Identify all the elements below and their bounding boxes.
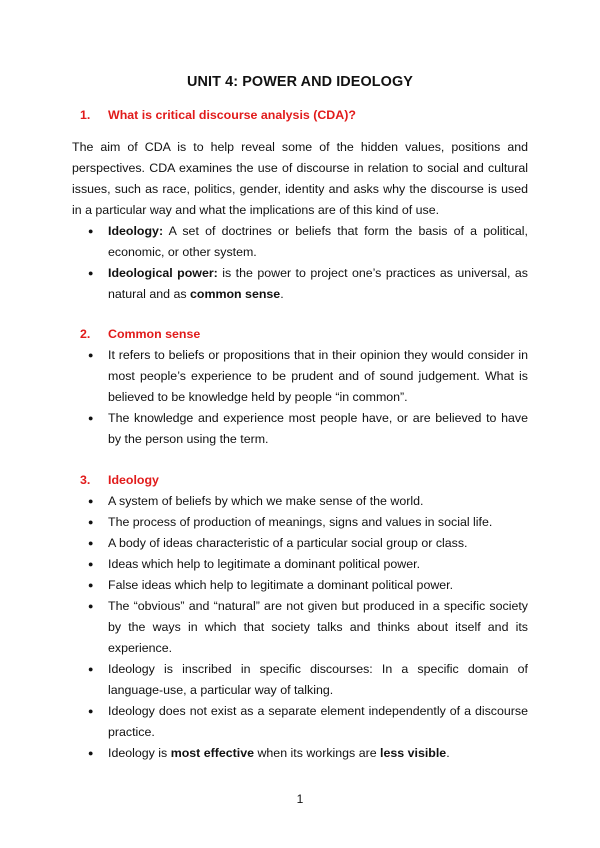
section-number: 2. bbox=[80, 327, 91, 341]
term-label: Ideology: bbox=[108, 224, 164, 238]
list-text: when its workings are bbox=[254, 746, 381, 760]
ideology-list bbox=[86, 491, 528, 764]
cda-definition-list bbox=[86, 221, 528, 305]
emphasis-text: less visible bbox=[380, 746, 447, 760]
list-item: ● A system of beliefs by which we make sense of the world. bbox=[86, 491, 528, 512]
section-title: What is critical discourse analysis (CDA)? bbox=[108, 108, 356, 122]
list-item: ● It refers to beliefs or propositions that in their opinion they would consider in most people’s experience to be prudent and of sound judgement. What is believed to be knowledge held by people “in common”. bbox=[86, 345, 528, 408]
section-heading-cda bbox=[80, 105, 356, 126]
list-text: Ideology is bbox=[108, 746, 171, 760]
list-item: ● Ideology is inscribed in specific discourses: In a specific domain of language-use, a particular way of talking. bbox=[86, 659, 528, 701]
list-item bbox=[86, 263, 528, 305]
term-label: Ideological power: bbox=[108, 266, 218, 280]
list-item: ● The knowledge and experience most people have, or are believed to have by the person using the term. bbox=[86, 408, 528, 450]
punctuation: . bbox=[446, 746, 450, 760]
section-heading-common-sense bbox=[80, 324, 200, 345]
page-title: UNIT 4: POWER AND IDEOLOGY bbox=[187, 74, 413, 90]
list-item: ● The “obvious” and “natural” are not given but produced in a specific society by the ways in which that society talks and thinks about itself and its experience. bbox=[86, 596, 528, 659]
section-title: Ideology bbox=[108, 473, 159, 487]
list-item: ● False ideas which help to legitimate a dominant political power. bbox=[86, 575, 528, 596]
section-number: 1. bbox=[80, 108, 91, 122]
list-item bbox=[86, 221, 528, 263]
section-heading-ideology bbox=[80, 470, 159, 491]
common-sense-list bbox=[86, 345, 528, 450]
list-item: ● A body of ideas characteristic of a particular social group or class. bbox=[86, 533, 528, 554]
punctuation: . bbox=[280, 287, 284, 301]
section-title: Common sense bbox=[108, 327, 201, 341]
emphasis-text: common sense bbox=[189, 287, 281, 301]
term-definition: A set of doctrines or beliefs that form the basis of a political, economic, or other system. bbox=[108, 224, 528, 259]
list-item: ● Ideology does not exist as a separate element independently of a discourse practice. bbox=[86, 701, 528, 743]
section-number: 3. bbox=[80, 473, 91, 487]
emphasis-text: most effective bbox=[170, 746, 255, 760]
term-definition: is the power to project one’s practices as universal, as natural and as bbox=[108, 266, 528, 301]
list-item: ● The process of production of meanings, signs and values in social life. bbox=[86, 512, 528, 533]
list-item bbox=[86, 743, 528, 764]
cda-intro-paragraph: The aim of CDA is to help reveal some of the hidden values, positions and perspectives. CDA examines the use of discourse in relation to social and cultural issues, such as race, politics, gender, identity and asks why the discourse is used in a particular way and what the implications are of this kind of use. bbox=[72, 140, 528, 217]
page-number: 1 bbox=[296, 792, 304, 806]
list-item: ● Ideas which help to legitimate a dominant political power. bbox=[86, 554, 528, 575]
